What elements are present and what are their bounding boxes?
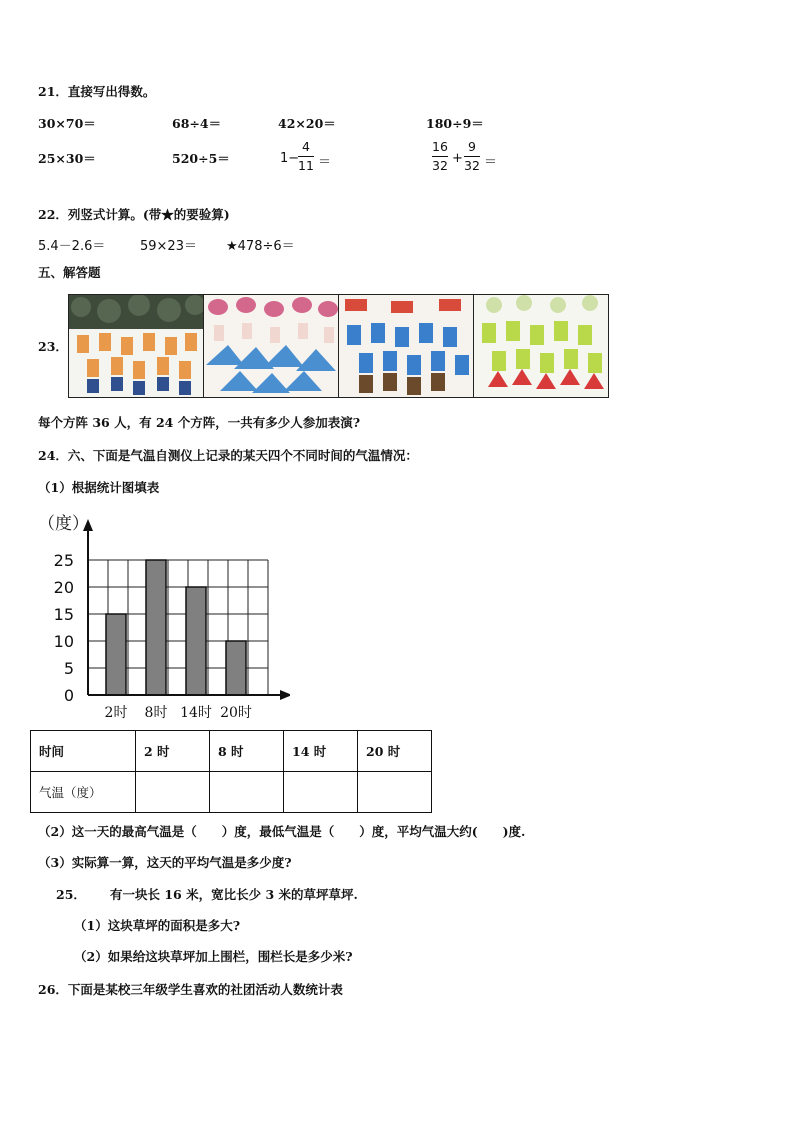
q21-item-1: 30×70＝ xyxy=(38,116,96,131)
parade-image-4 xyxy=(473,294,609,398)
section-5-heading: 五、解答题 xyxy=(38,265,101,280)
y-tick-label: 5 xyxy=(63,659,74,678)
q25-number: 25． xyxy=(56,887,86,902)
q21-item-2: 68÷4＝ xyxy=(172,116,222,131)
q22-item-3: ★478÷6＝ xyxy=(226,239,295,254)
q26-title: 26．下面是某校三年级学生喜欢的社团活动人数统计表 xyxy=(38,982,343,997)
answer-cell[interactable] xyxy=(284,772,358,813)
q23-text: 每个方阵 36 人，有 24 个方阵，一共有多少人参加表演? xyxy=(38,415,361,430)
bar xyxy=(106,614,126,695)
answer-cell[interactable] xyxy=(136,772,210,813)
fraction: 9 32 xyxy=(464,139,480,173)
table-row xyxy=(31,731,432,772)
y-tick-label: 10 xyxy=(53,632,74,651)
chart-y-axis-label: （度） xyxy=(38,514,89,534)
x-tick-label: 14时 xyxy=(180,705,212,721)
table-row-label: 气温（度） xyxy=(31,772,136,813)
q25-sub1: （1）这块草坪的面积是多大? xyxy=(74,918,241,933)
x-tick-label: 20时 xyxy=(220,705,252,721)
q21-item-6: 520÷5＝ xyxy=(172,151,230,166)
table-row xyxy=(31,772,432,813)
table-header-cell: 20 时 xyxy=(358,731,432,772)
x-tick-label: 2时 xyxy=(104,705,128,721)
q25-sub2: （2）如果给这块草坪加上围栏，围栏长是多少米? xyxy=(74,949,353,964)
q25-text: 有一块长 16 米，宽比长少 3 米的草坪草坪. xyxy=(110,887,358,902)
y-tick-label: 20 xyxy=(53,578,74,597)
q21-item-5: 25×30＝ xyxy=(38,151,96,166)
q24-sub2: （2）这一天的最高气温是（ ）度，最低气温是（ ）度，平均气温大约( )度. xyxy=(38,824,526,839)
q21-item-3: 42×20＝ xyxy=(278,116,336,131)
bar xyxy=(146,560,166,695)
parade-image-3 xyxy=(338,294,474,398)
q23-number: 23． xyxy=(38,339,68,354)
q22-item-2: 59×23＝ xyxy=(140,239,197,254)
table-header-cell: 时间 xyxy=(31,731,136,772)
y-tick-label: 25 xyxy=(53,551,74,570)
answer-cell[interactable] xyxy=(358,772,432,813)
q24-sub1: （1）根据统计图填表 xyxy=(38,480,160,495)
q21-item-4: 180÷9＝ xyxy=(426,116,484,131)
parade-image-2 xyxy=(203,294,339,398)
fraction: 4 11 xyxy=(298,139,314,173)
temperature-table xyxy=(30,730,432,813)
x-tick-label: 8时 xyxy=(144,705,168,721)
bar xyxy=(186,587,206,695)
fraction: 16 32 xyxy=(432,139,448,173)
q22-item-1: 5.4－2.6＝ xyxy=(38,239,106,254)
y-tick-label: 0 xyxy=(63,686,74,705)
table-header-cell: 14 时 xyxy=(284,731,358,772)
x-axis-arrow xyxy=(280,690,290,700)
table-header-cell: 2 时 xyxy=(136,731,210,772)
q24-sub3: （3）实际算一算，这天的平均气温是多少度? xyxy=(38,855,292,870)
bar xyxy=(226,641,246,695)
parade-image-1 xyxy=(68,294,204,398)
q24-title: 24．六、下面是气温自测仪上记录的某天四个不同时间的气温情况： xyxy=(38,448,418,463)
answer-cell[interactable] xyxy=(210,772,284,813)
temperature-bar-chart xyxy=(30,505,290,725)
q21-title: 21．直接写出得数。 xyxy=(38,84,156,99)
y-tick-label: 15 xyxy=(53,605,74,624)
table-header-cell: 8 时 xyxy=(210,731,284,772)
q22-title: 22．列竖式计算。(带★的要验算) xyxy=(38,207,230,222)
